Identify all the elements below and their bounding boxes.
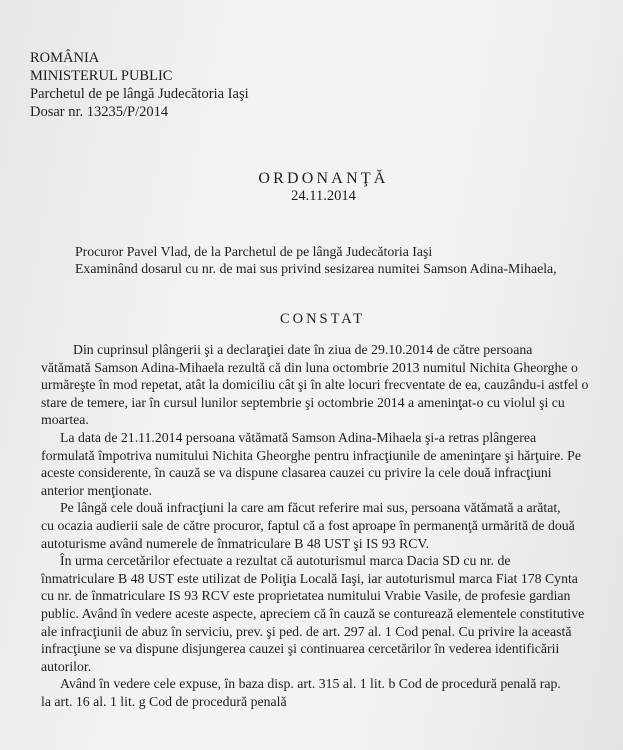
body-line: Pe lângă cele două infracţiuni la care am făcut referire mai sus, persoana vătămată a arătat, (60, 500, 561, 516)
ministry-name: MINISTERUL PUBLIC (30, 68, 173, 84)
prosecutor-office: Parchetul de pe lângă Judecătoria Iaşi (30, 86, 249, 102)
section-title: CONSTAT (279, 311, 366, 327)
body-line: La data de 21.11.2014 persoana vătămată Samson Adina-Mihaela şi-a retras plângerea (60, 429, 537, 445)
body-line: aceste considerente, în cauză se va dispune clasarea cauzei cu privire la cele două infracţiuni (41, 465, 552, 481)
document-date: 24.11.2014 (291, 188, 356, 204)
body-line: formulată împotriva numitului Nichita Gheorghe pentru infracţiunile de ameninţare şi hărţuire. Pe (41, 447, 581, 463)
body-line: urmăreşte în mod repetat, atât la domiciliu cât şi în alte locuri frecventate de ea, cauzându-i astfel o (41, 377, 589, 393)
body-line: Din cuprinsul plângerii şi a declaraţiei date în ziua de 29.10.2014 de către persoana (73, 342, 533, 357)
document-body (41, 341, 613, 710)
body-line: Având în vedere cele expuse, în baza disp. art. 315 al. 1 lit. b Cod de procedură penală rap. (60, 676, 561, 692)
body-line: vătămată Samson Adina-Mihaela rezultă că din luna octombrie 2013 numitul Nichita Gheorghe o (41, 359, 578, 375)
body-line: anterior menţionate. (41, 482, 153, 498)
intro-block (75, 243, 557, 277)
body-line: moartea. (41, 412, 89, 428)
body-line: la art. 16 al. 1 lit. g Cod de procedură penală (41, 693, 287, 709)
body-line: înmatriculare B 48 UST este utilizat de Poliţia Locală Iaşi, iar autoturismul marca Fiat 178 Cynta (41, 570, 578, 586)
body-line: cu nr. de înmatriculare IS 93 RCV este proprietatea numitului Vrabie Vasile, de profesie gardian (41, 588, 571, 604)
body-line: infracţiune se va dispune disjungerea cauzei şi continuarea cercetărilor în vederea identificării (41, 641, 560, 657)
intro-line-1: Procuror Pavel Vlad, de la Parchetul de pe lângă Judecătoria Iaşi (75, 244, 433, 259)
country-name: ROMÂNIA (30, 50, 100, 66)
document-header (30, 49, 249, 121)
case-number: Dosar nr. 13235/P/2014 (30, 104, 169, 120)
body-line: autorilor. (41, 658, 92, 674)
intro-line-2: Examinând dosarul cu nr. de mai sus privind sesizarea numitei Samson Adina-Mihaela, (75, 261, 557, 276)
body-line: stare de temere, iar în cursul lunilor septembrie şi octombrie 2014 a ameninţat-o cu violul şi cu (41, 394, 565, 410)
body-line: autoturisme având numerele de înmatriculare B 48 UST şi IS 93 RCV. (41, 535, 430, 551)
document-title: ORDONANŢĂ (258, 170, 389, 187)
body-line: În urma cercetărilor efectuate a rezultat că autoturismul marca Dacia SD cu nr. de (60, 553, 511, 569)
body-line: cu ocazia audierii sale de către procuror, faptul că a fost aproape în permanenţă urmărită de două (41, 517, 575, 533)
body-line: public. Având în vedere aceste aspecte, apreciem că în cauză se conturează elementele constitutive (41, 605, 585, 621)
body-line: ale infracţiunii de abuz în serviciu, prev. şi ped. de art. 297 al. 1 Cod penal. Cu privire la această (41, 623, 572, 639)
